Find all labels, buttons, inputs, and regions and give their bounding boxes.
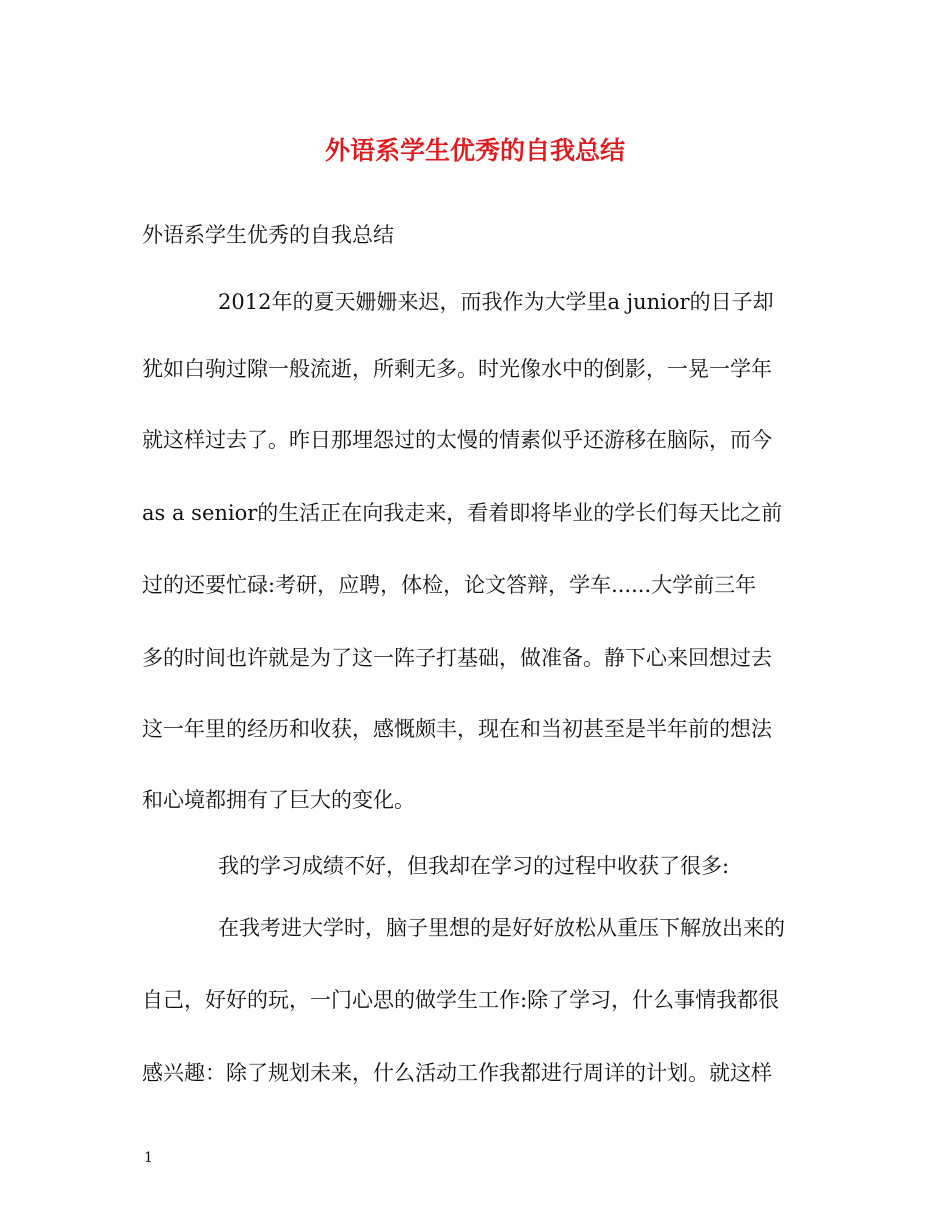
body-line: 在我考进大学时，脑子里想的是好好放松从重压下解放出来的	[218, 916, 785, 940]
body-line: 和心境都拥有了巨大的变化。	[142, 788, 415, 812]
body-line: 自己，好好的玩，一门心思的做学生工作:除了学习，什么事情我都很	[142, 988, 780, 1012]
body-line: 我的学习成绩不好，但我却在学习的过程中收获了很多:	[218, 854, 730, 878]
body-line: 多的时间也许就是为了这一阵子打基础，做准备。静下心来回想过去	[142, 646, 772, 670]
body-line: 过的还要忙碌:考研，应聘，体检，论文答辩，学车......大学前三年	[142, 573, 757, 597]
body-line: 感兴趣：除了规划未来，什么活动工作我都进行周详的计划。就这样	[142, 1061, 772, 1085]
body-line: 2012年的夏天姗姗来迟，而我作为大学里a junior的日子却	[218, 290, 774, 314]
document-title: 外语系学生优秀的自我总结	[324, 136, 625, 165]
body-line: as a senior的生活正在向我走来，看着即将毕业的学长们每天比之前	[142, 501, 783, 525]
document-subtitle: 外语系学生优秀的自我总结	[142, 223, 394, 247]
body-line: 犹如白驹过隙一般流逝，所剩无多。时光像水中的倒影，一晃一学年	[142, 357, 772, 381]
page-number: 1	[144, 1150, 153, 1166]
body-line: 这一年里的经历和收获，感慨颇丰，现在和当初甚至是半年前的想法	[142, 717, 772, 741]
body-line: 就这样过去了。昨日那埋怨过的太慢的情素似乎还游移在脑际，而今	[142, 428, 772, 452]
